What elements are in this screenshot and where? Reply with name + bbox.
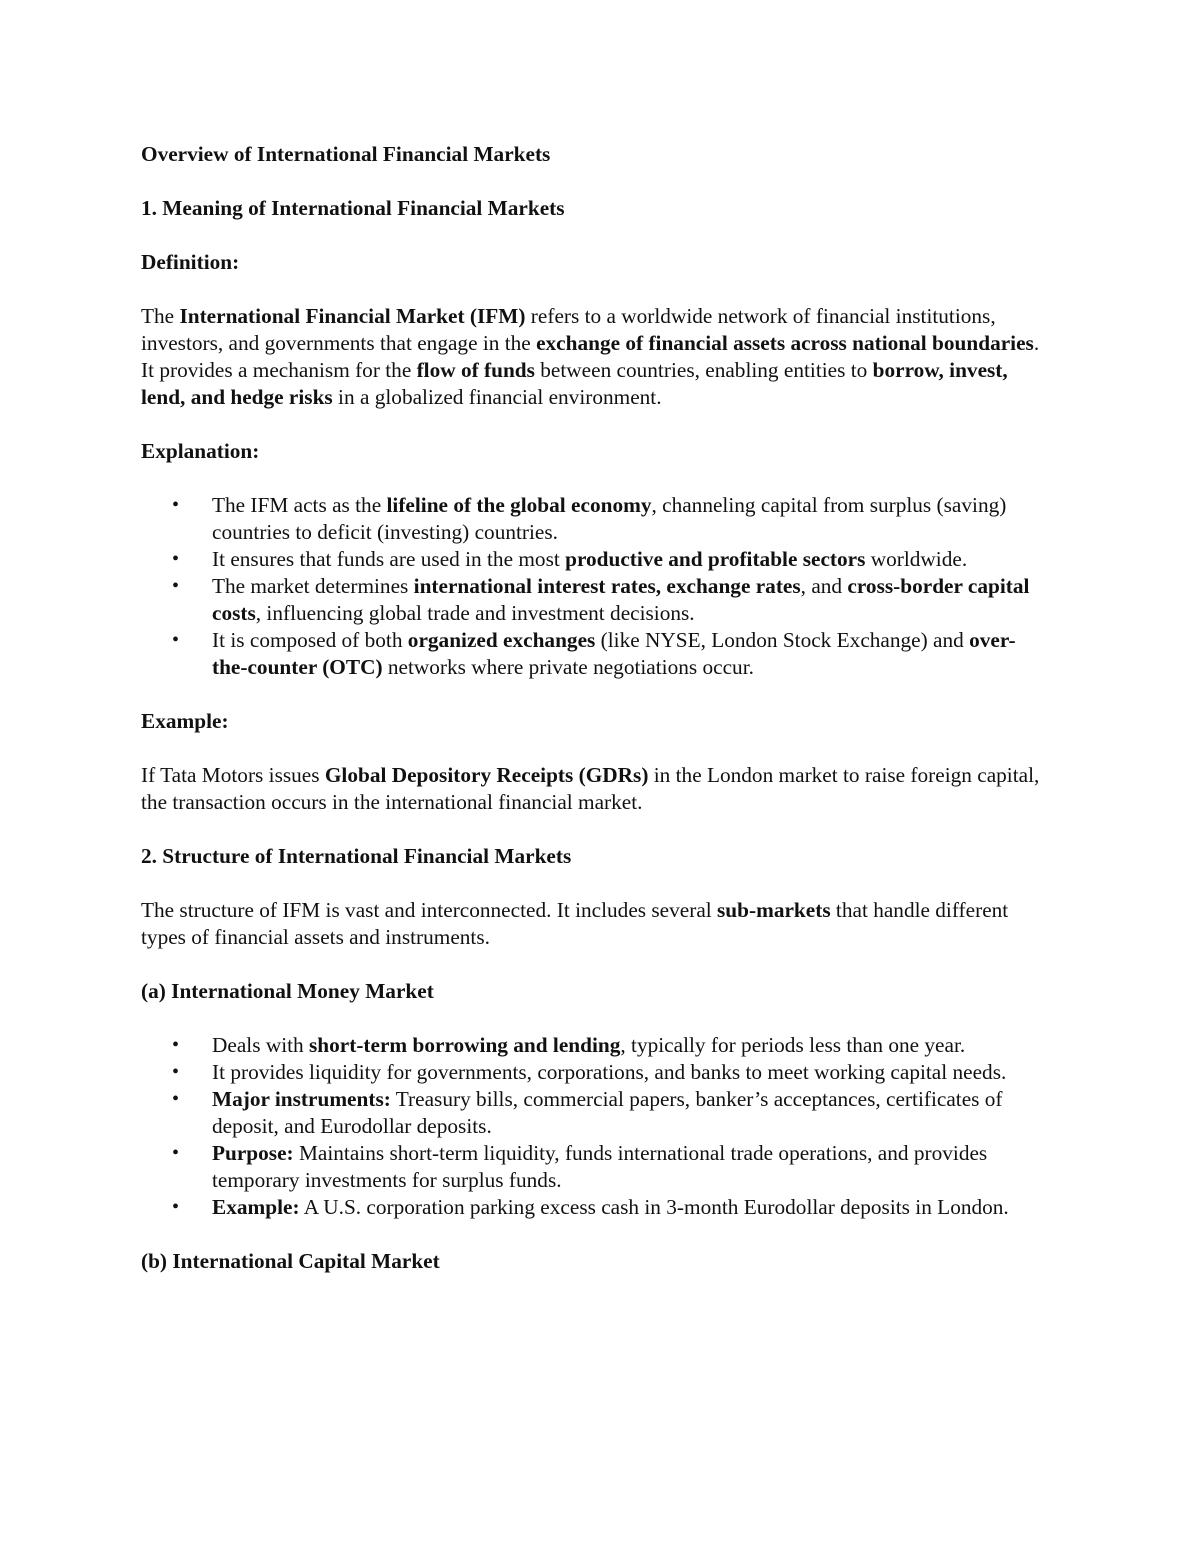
bullet-list-item [141,1032,1050,1059]
text-run: . [1033,331,1040,355]
text-run: If Tata Motors issues [141,763,325,787]
section-2-heading-text: 2. Structure of International Financial Markets [141,844,572,868]
structure-intro-paragraph [141,897,1050,951]
bold-text-run: productive and profitable sectors [565,547,866,571]
text-run: worldwide. [865,547,968,571]
text-run: The IFM acts as the [212,493,387,517]
text-run: in a globalized financial environment. [332,385,662,409]
text-run: Treasury bills, commercial papers, banker’s acceptances, certificates of deposit, and Eurodollar deposits. [212,1087,1003,1138]
text-run: that handle different types of financial assets and instruments. [141,898,1009,949]
bold-text-run: borrow, invest, lend, and hedge risks [141,358,1008,409]
bold-text-run: Global Depository Receipts (GDRs) [324,763,649,787]
bold-text-run: short-term borrowing and lending [309,1033,621,1057]
bold-text-run: exchange of financial assets across national boundaries [536,331,1034,355]
example-paragraph [141,762,1050,816]
text-run: , typically for periods less than one year. [620,1033,966,1057]
text-run: The structure of IFM is vast and interconnected. It includes several [141,898,718,922]
document-title [141,141,1050,168]
text-run: between countries, enabling entities to [534,358,873,382]
definition-paragraph-1 [141,303,1050,357]
bullet-list-item [141,1059,1050,1086]
text-run: , influencing global trade and investment decisions. [255,601,695,625]
text-run: It ensures that funds are used in the most [212,547,566,571]
text-run: It provides a mechanism for the [141,358,417,382]
text-run: refers to a worldwide network of financial institutions, investors, and governments that engage in the [141,304,996,355]
section-1-heading [141,195,1050,222]
text-run: The [141,304,180,328]
bold-text-run: sub-markets [717,898,831,922]
text-run: It is composed of both [212,628,408,652]
text-run: A U.S. corporation parking excess cash in 3-month Eurodollar deposits in London. [299,1195,1009,1219]
capital-market-heading [141,1248,1050,1275]
bold-text-run: organized exchanges [407,628,596,652]
explanation-list [141,492,1050,681]
text-run: Maintains short-term liquidity, funds international trade operations, and provides temporary investments for surplus funds. [212,1141,988,1192]
bullet-list-item [141,546,1050,573]
text-run: (like NYSE, London Stock Exchange) and [595,628,970,652]
bold-text-run: over-the-counter (OTC) [212,628,1016,679]
bold-text-run: lifeline of the global economy [386,493,652,517]
bold-text-run: Major instruments: [212,1087,391,1111]
bullet-list-item [141,1086,1050,1140]
money-market-heading [141,978,1050,1005]
text-run: It provides liquidity for governments, corporations, and banks to meet working capital needs. [212,1060,1007,1084]
definition-label [141,249,1050,276]
bold-text-run: international interest rates, exchange rates [413,574,801,598]
bullet-list-item [141,492,1050,546]
money-market-heading-text: (a) International Money Market [141,979,434,1003]
bullet-list-item [141,627,1050,681]
bold-text-run: cross-border capital costs [212,574,1030,625]
text-run: The market determines [212,574,414,598]
bullet-list-item [141,573,1050,627]
capital-market-heading-text: (b) International Capital Market [141,1249,440,1273]
explanation-label [141,438,1050,465]
text-run: Deals with [212,1033,310,1057]
definition-paragraph-2 [141,357,1050,411]
explanation-label-text: Explanation: [141,439,260,463]
document-title-text: Overview of International Financial Markets [141,142,551,166]
text-run: in the London market to raise foreign capital, the transaction occurs in the international financial market. [141,763,1040,814]
text-run: , and [800,574,848,598]
text-run: networks where private negotiations occur. [382,655,754,679]
bullet-list-item [141,1140,1050,1194]
bullet-list-item [141,1194,1050,1221]
section-2-heading [141,843,1050,870]
example-label [141,708,1050,735]
definition-label-text: Definition: [141,250,240,274]
bold-text-run: Example: [212,1195,300,1219]
bold-text-run: International Financial Market (IFM) [179,304,526,328]
text-run: , channeling capital from surplus (saving) countries to deficit (investing) countries. [212,493,1007,544]
money-market-list [141,1032,1050,1221]
section-1-heading-text: 1. Meaning of International Financial Markets [141,196,565,220]
bold-text-run: flow of funds [416,358,535,382]
example-label-text: Example: [141,709,229,733]
bold-text-run: Purpose: [212,1141,294,1165]
